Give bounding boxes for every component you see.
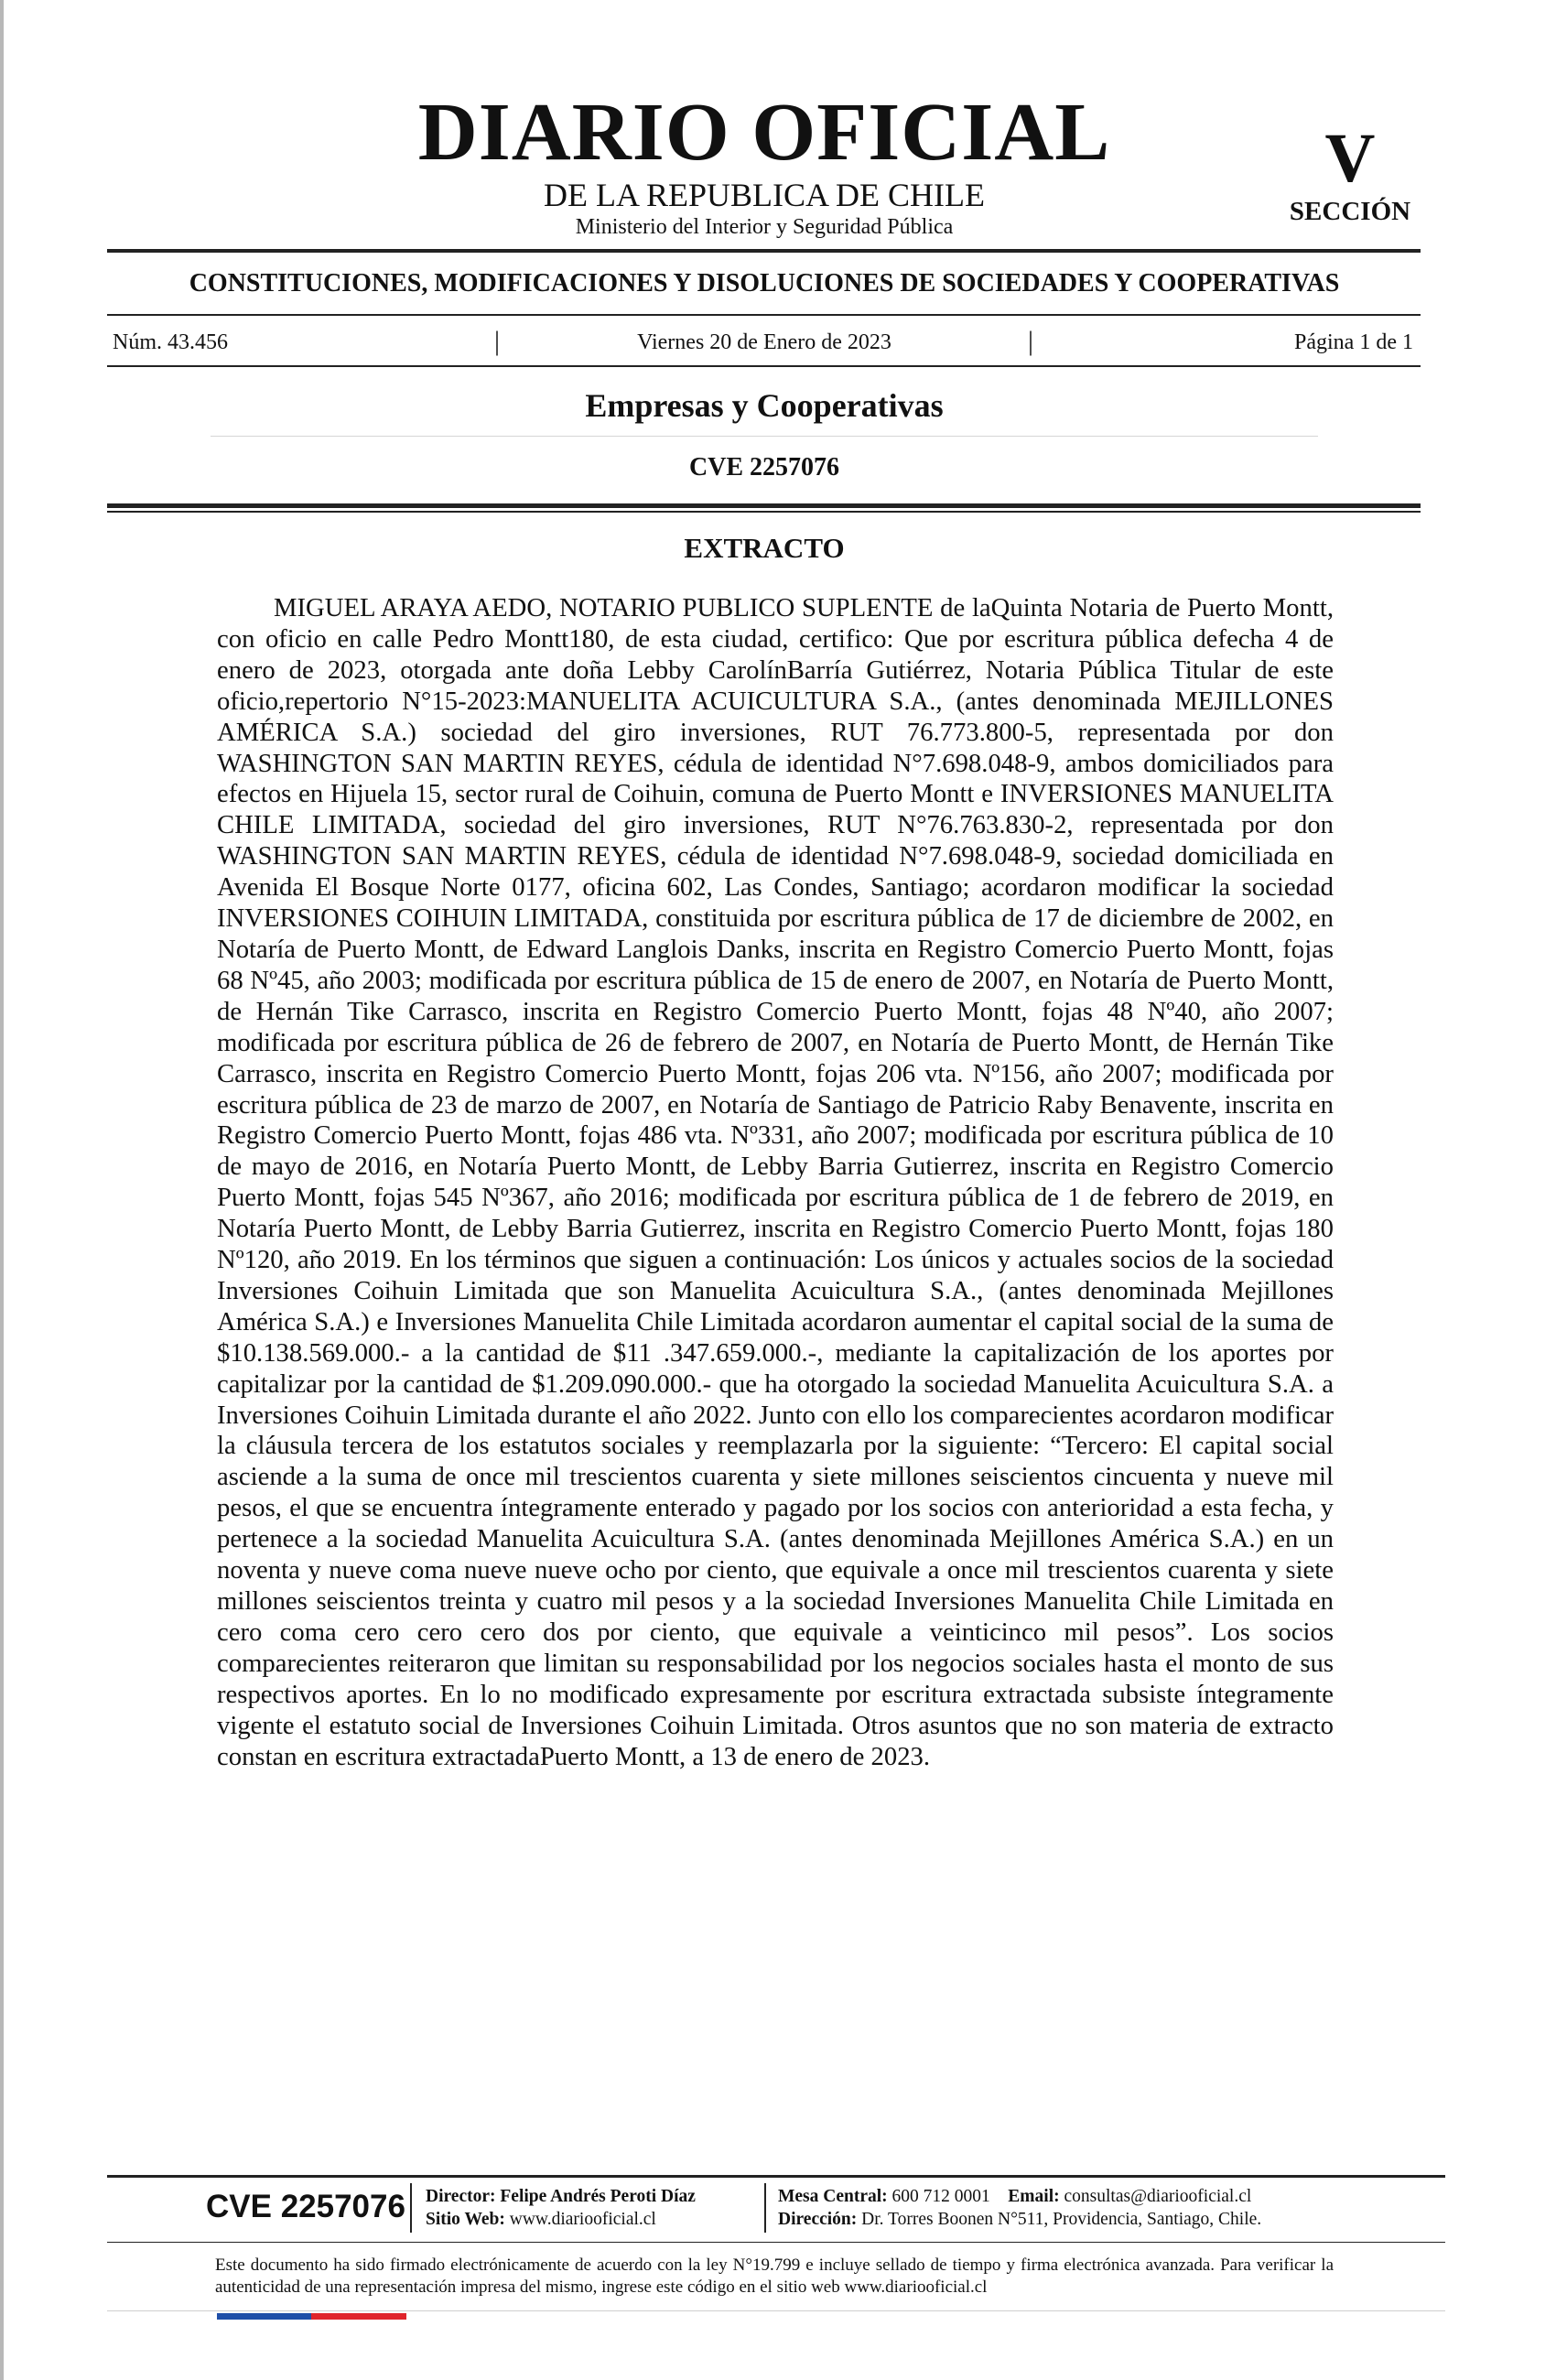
section-underline [211,436,1318,437]
category-divider [107,314,1421,316]
page-left-edge [0,0,4,2380]
footer-separator [410,2183,412,2233]
masthead-title: DIARIO OFICIAL [417,87,1111,178]
header-double-rule-top [107,503,1421,508]
meta-separator: | [494,326,501,356]
document-title: EXTRACTO [684,532,845,564]
footer-legal-note: Este documento ha sido firmado electrónicamente de acuerdo con la ley N°19.799 e incluye sellado de tiempo y firma electrónica avanzada. Para verificar la autenticidad de una representación impresa del mismo, ingrese este código en el sitio web www.diariooficial.cl [215,2256,1334,2297]
category-heading: CONSTITUCIONES, MODIFICACIONES Y DISOLUCIONES DE SOCIEDADES Y COOPERATIVAS [189,269,1340,298]
masthead-subtitle: DE LA REPUBLICA DE CHILE [544,177,985,213]
masthead-ministry: Ministerio del Interior y Seguridad Pública [575,215,954,239]
mesa-phone: 600 712 0001 [891,2187,990,2206]
director-label: Director: [426,2187,496,2206]
section-letter: V [1324,120,1376,197]
header-double-rule-bottom [107,511,1421,513]
address-value: Dr. Torres Boonen N°511, Providencia, Santiago, Chile. [861,2210,1262,2229]
footer-cve-code: CVE 2257076 [206,2189,405,2224]
section-word: SECCIÓN [1289,197,1411,226]
footer-divider-top [107,2175,1445,2178]
footer-contact-block [778,2185,1345,2231]
flag-stripe-blue [217,2313,311,2320]
mesa-label: Mesa Central: [778,2187,888,2206]
address-label: Dirección: [778,2210,858,2229]
page-number: Página 1 de 1 [1294,330,1413,354]
meta-divider [107,365,1421,367]
site-link[interactable]: www.diariooficial.cl [509,2210,656,2229]
footer-director-block [426,2185,764,2231]
director-name: Felipe Andrés Peroti Díaz [500,2187,696,2206]
email-label: Email: [1008,2187,1060,2206]
extract-body: MIGUEL ARAYA AEDO, NOTARIO PUBLICO SUPLENTE de laQuinta Notaria de Puerto Montt, con oficio en calle Pedro Montt180, de esta ciudad, certifico: Que por escritura pública defecha 4 de enero de 2023, otorgada ante doña Lebby CarolínBarría Gutiérrez, Notaria Pública Titular de este oficio,repertorio N°15-2023:MANUELITA ACUICULTURA S.A., (antes denominada MEJILLONES AMÉRICA S.A.) sociedad del giro inversiones, RUT 76.773.800-5, representada por don WASHINGTON SAN MARTIN REYES, cédula de identidad N°7.698.048-9, ambos domiciliados para efectos en Hijuela 15, sector rural de Coihuin, comuna de Puerto Montt e INVERSIONES MANUELITA CHILE LIMITADA, sociedad del giro inversiones, RUT N°76.763.830-2, representada por don WASHINGTON SAN MARTIN REYES, cédula de identidad N°7.698.048-9, sociedad domiciliada en Avenida El Bosque Norte 0177, oficina 602, Las Condes, Santiago; acordaron modificar la sociedad INVERSIONES COIHUIN LIMITADA, constituida por escritura pública de 17 de diciembre de 2002, en Notaría de Puerto Montt, de Edward Langlois Danks, inscrita en Registro Comercio Puerto Montt, fojas 68 Nº45, año 2003; modificada por escritura pública de 15 de enero de 2007, en Notaría de Puerto Montt, de Hernán Tike Carrasco, inscrita en Registro Comercio Puerto Montt, fojas 48 Nº40, año 2007; modificada por escritura pública de 26 de febrero de 2007, en Notaría de Puerto Montt, de Hernán Tike Carrasco, inscrita en Registro Comercio Puerto Montt, fojas 206 vta. Nº156, año 2007; modificada por escritura pública de 23 de marzo de 2007, en Notaría de Santiago de Patricio Raby Benavente, inscrita en Registro Comercio Puerto Montt, fojas 486 vta. Nº331, año 2007; modificada por escritura pública de 10 de mayo de 2016, en Notaría Puerto Montt, de Lebby Barria Gutierrez, inscrita en Registro Comercio Puerto Montt, fojas 545 Nº367, año 2016; modificada por escritura pública de 1 de febrero de 2019, en Notaría Puerto Montt, de Lebby Barria Gutierrez, inscrita en Registro Comercio Puerto Montt, fojas 180 Nº120, año 2019. En los términos que siguen a continuación: Los únicos y actuales socios de la sociedad Inversiones Coihuin Limitada que son Manuelita Acuicultura S.A., (antes denominada Mejillones América S.A.) e Inversiones Manuelita Chile Limitada acordaron aumentar el capital social de la suma de $10.138.569.000.- a la cantidad de $11 .347.659.000.-, mediante la capitalización de los aportes por capitalizar por la cantidad de $1.209.090.000.- que ha otorgado la sociedad Manuelita Acuicultura S.A. a Inversiones Coihuin Limitada durante el año 2022. Junto con ello los comparecientes acordaron modificar la cláusula tercera de los estatutos sociales y reemplazarla por la siguiente: “Tercero: El capital social asciende a la suma de once mil trescientos cuarenta y siete millones seiscientos cincuenta y nueve mil pesos, el que se encuentra íntegramente enterado y pagado por los socios con anterioridad a esta fecha, y pertenece a la sociedad Manuelita Acuicultura S.A. (antes denominada Mejillones América S.A.) en un noventa y nueve coma nueve nueve ocho por ciento, que equivale a once mil trescientos cuarenta y siete millones seiscientos treinta y cuatro mil pesos y a la sociedad Inversiones Manuelita Chile Limitada en cero coma cero cero cero dos por ciento, que equivale a veinticinco mil pesos”. Los socios comparecientes reiteraron que limitan su responsabilidad por los negocios sociales hasta el monto de sus respectivos aportes. En lo no modificado expresamente por escritura extractada subsiste íntegramente vigente el estatuto social de Inversiones Coihuin Limitada. Otros asuntos que no son materia de extracto constan en escritura extractadaPuerto Montt, a 13 de enero de 2023. [217,593,1334,1771]
footer-baseline [107,2310,1445,2311]
flag-stripe-red [311,2313,406,2320]
issue-date: Viernes 20 de Enero de 2023 [637,330,891,354]
site-label: Sitio Web: [426,2210,505,2229]
footer-divider-bottom [107,2242,1445,2243]
footer-separator [764,2183,766,2233]
section-title: Empresas y Cooperativas [585,387,944,424]
masthead-divider [107,249,1421,253]
issue-number: Núm. 43.456 [113,330,228,354]
email-link[interactable]: consultas@diariooficial.cl [1064,2187,1252,2206]
meta-separator: | [1028,326,1034,356]
cve-code: CVE 2257076 [688,453,840,481]
